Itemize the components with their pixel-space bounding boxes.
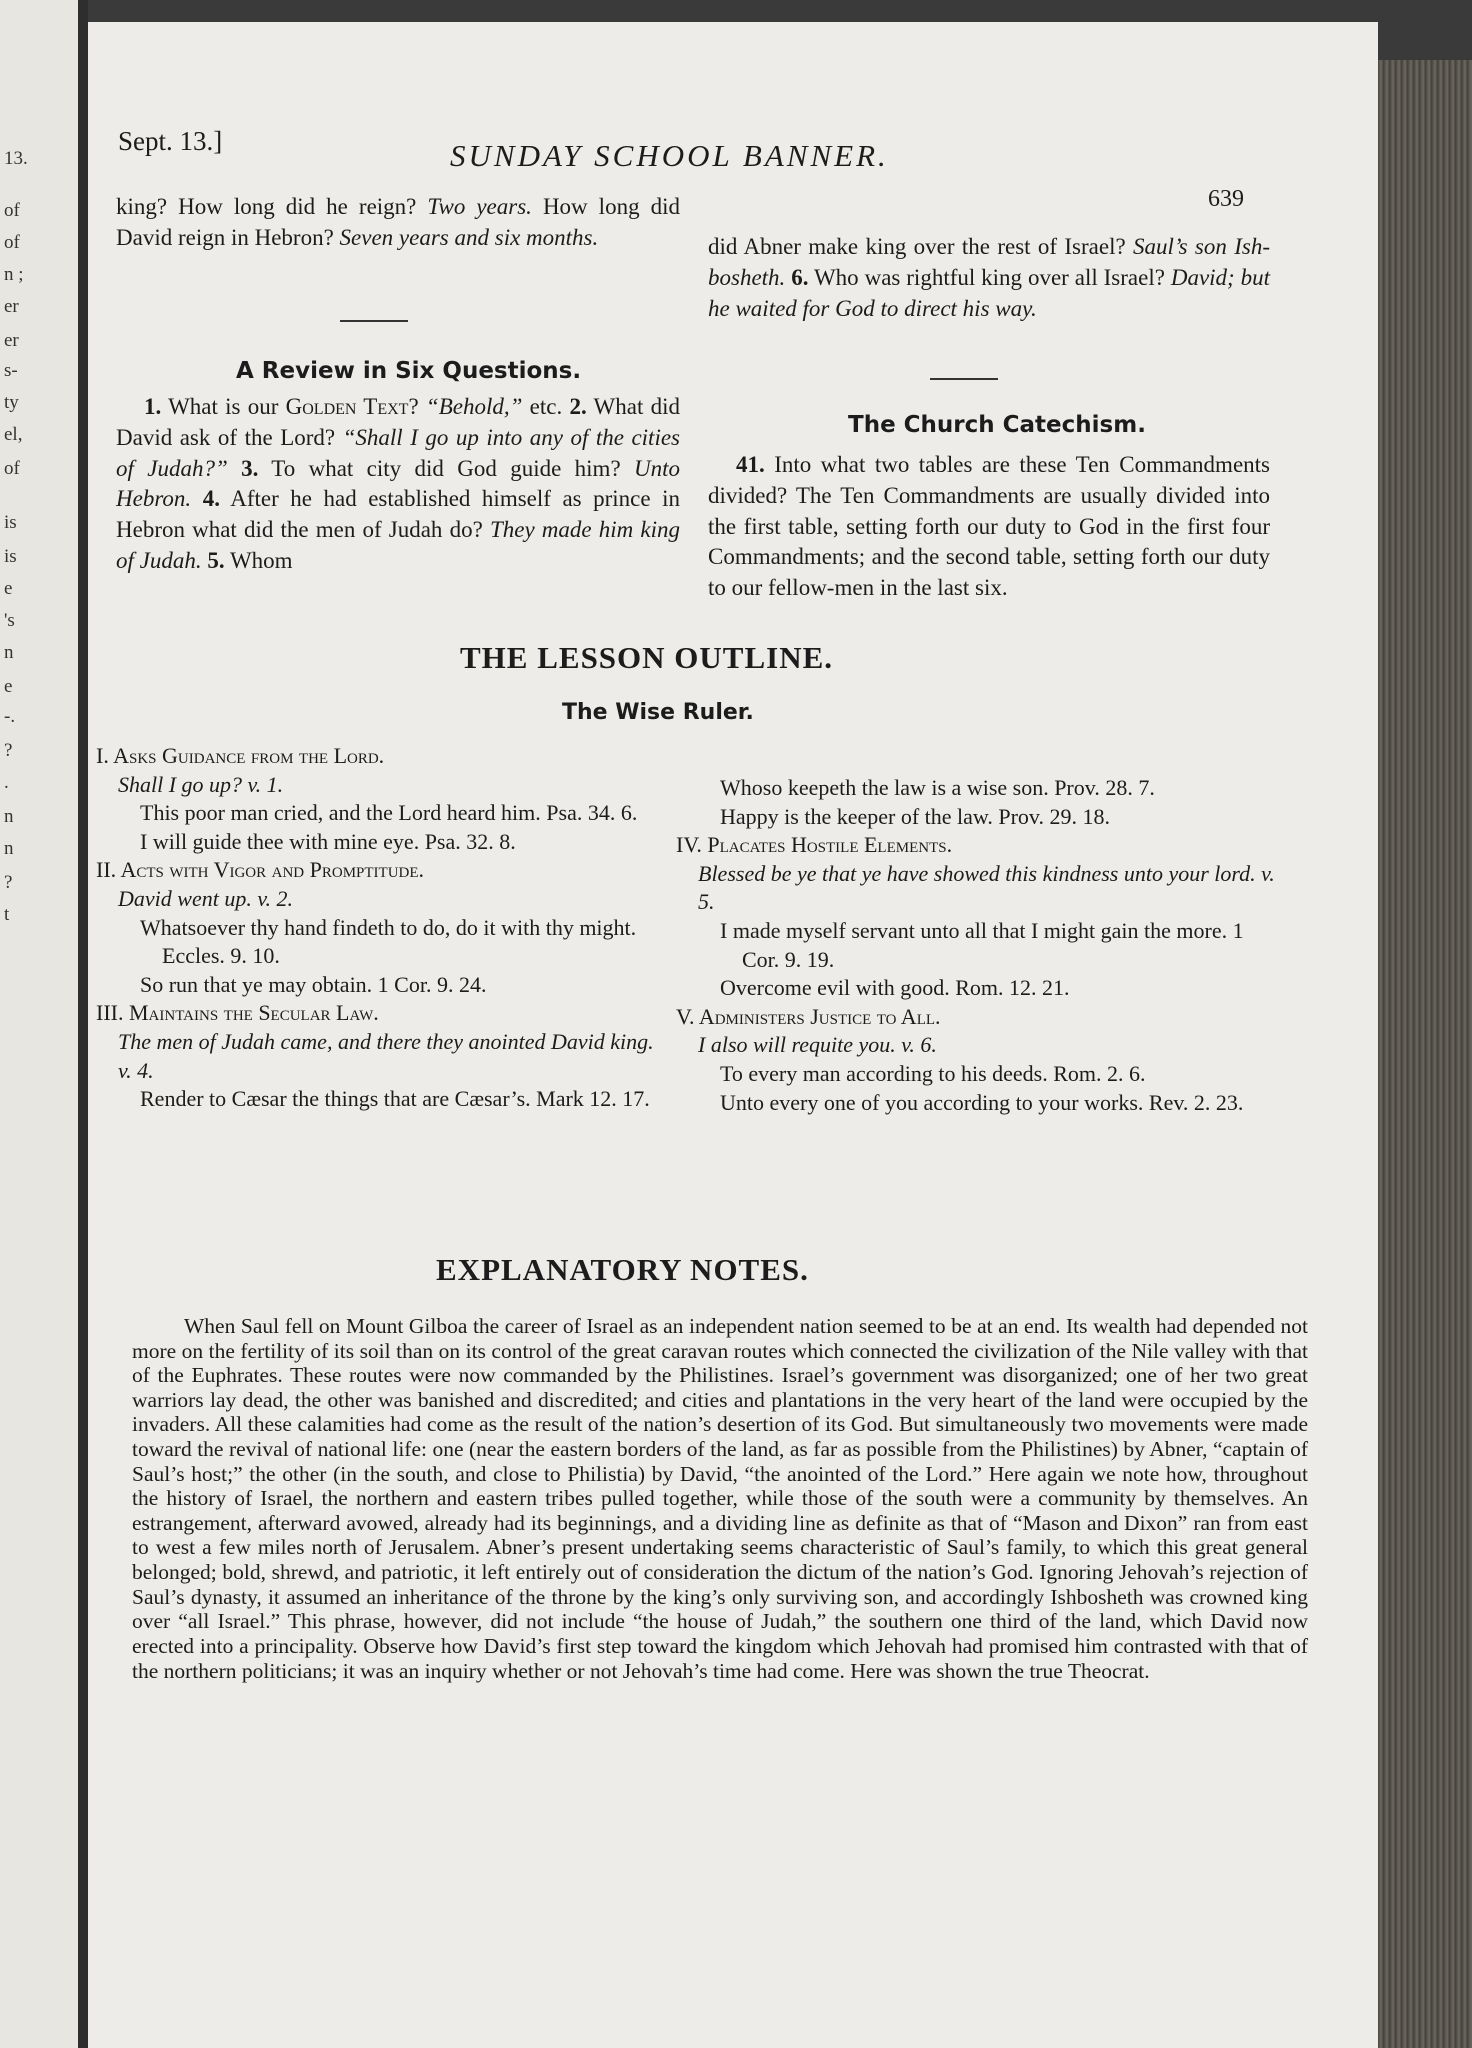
outline-heading: V. Administers Justice to All. — [676, 1003, 941, 1029]
outline-reference: Overcome evil with good. Rom. 12. 21. — [720, 975, 1070, 1001]
text-run: “Behold,” — [425, 394, 523, 419]
catechism-text — [708, 450, 1270, 604]
text-run: Unto Hebron. — [116, 455, 681, 512]
text-run — [191, 486, 203, 511]
catechism — [708, 450, 1270, 604]
top-left-column — [116, 192, 680, 254]
left-page-fragment: el, — [4, 424, 23, 445]
left-page-fragment: n — [4, 806, 14, 827]
left-page-fragment: e — [4, 676, 13, 697]
text-run: What did David ask of the Lord? — [116, 394, 680, 450]
text-run: king? How long did he reign? — [116, 194, 428, 219]
page — [88, 22, 1378, 2048]
left-page-fragment: . — [4, 772, 9, 793]
text-run: did Abner make king over the rest of Israel? — [708, 234, 1134, 259]
text-run — [228, 456, 241, 481]
left-page-fragment: ? — [4, 740, 13, 761]
text-run: 4. — [202, 486, 220, 512]
text-run: Seven years and six months. — [339, 224, 599, 250]
left-page-fragment: 13. — [4, 148, 28, 169]
outline-reference: So run that ye may obtain. 1 Cor. 9. 24. — [140, 971, 487, 997]
outline-right-column — [676, 774, 1276, 1117]
outline-reference: This poor man cried, and the Lord heard him. Psa. 34. 6. — [140, 800, 638, 826]
text-run: 5. — [207, 548, 225, 574]
text-run: 2. — [569, 394, 587, 419]
header-title: SUNDAY SCHOOL BANNER. — [450, 138, 889, 173]
text-run: Who was rightful king over all Israel? — [808, 264, 1171, 290]
text-run: ? — [408, 394, 426, 419]
page-number: 639 — [1208, 186, 1244, 212]
text-run: Saul’s son Ish-bosheth. — [708, 234, 1270, 290]
divider — [340, 320, 408, 322]
text-run: 41. — [736, 452, 765, 477]
left-page-fragment: n ; — [4, 264, 24, 285]
text-run: They made him king of Judah. — [116, 517, 680, 574]
divider — [930, 378, 998, 380]
left-page-fragment: ? — [4, 872, 13, 893]
notes-paragraph: When Saul fell on Mount Gilboa the career of Israel as an independent nation seemed to be at an end. Its wealth had depended not more on the fertility of its soil than on its control of the great caravan routes which connected the civilization of the Nile valley with that of the Euphrates. These routes were now commanded by the Philistines. Israel’s government was disorganized; one of her two great warriors lay dead, the other was banished and discredited; and cities and plantations in the very heart of the land were occupied by the invaders. All these calamities had come as the result of the nation’s desertion of its God. But simultaneously two movements were made toward the revival of national life: one (near the eastern borders of the land, as far as possible from the Philistines) by Abner, “captain of Saul’s host;” the other (in the south, and close to Philistia) by David, “the anointed of the Lord.” Here again we note how, throughout the history of Israel, the northern and eastern tribes pulled together, while those of the south were a community by themselves. An estrangement, afterward avowed, already had its beginnings, and a dividing line as definite as that of “Mason and Dixon” ran from east to west a few miles north of Jerusalem. Abner’s present undertaking seems characteristic of Saul’s family, to which this great general belonged; bold, shrewd, and patriotic, it left entirely out of consideration the dictum of the nation’s God. Ignoring Jehovah’s rejection of Saul’s dynasty, it assumed an inheritance of the throne by the king’s only surviving son, and accordingly Ishbosheth was crowned king over “all Israel.” This phrase, however, did not include “the house of Judah,” the southern one third of the land, which David now erected into a principality. Observe how David’s first step toward the kingdom which Jehovah had promised him contrasted with that of the northern politicians; it was an inquiry whether or not Jehovah’s time had come. Here was shown the true Theocrat. — [132, 1314, 1308, 1683]
left-page-fragment: ty — [4, 392, 19, 413]
text-run: Into what two tables are these Ten Commandments divided? The Ten Commandments are usually divided into the first table, setting forth our duty to God in the first four Commandments; and the second table, setting forth our duty to our fellow-men in the last six. — [708, 452, 1270, 601]
continuation-text — [708, 232, 1270, 324]
outline-reference: Whatsoever thy hand findeth to do, do it with thy might. Eccles. 9. 10. — [140, 914, 637, 969]
outline-reference: Happy is the keeper of the law. Prov. 29. 18. — [720, 803, 1110, 829]
left-page-fragment: s- — [4, 360, 18, 381]
outline-heading: II. Acts with Vigor and Promptitude. — [96, 857, 425, 883]
text-run: To what city did God guide him? — [258, 455, 635, 481]
outline-reference: Unto every one of you according to your works. Rev. 2. 23. — [720, 1089, 1244, 1115]
text-run: After he had established himself as prince in Hebron what did the men of Judah do? — [116, 486, 680, 543]
page-stack-edge — [1378, 60, 1472, 2048]
outline-reference: Whoso keepeth the law is a wise son. Prov. 28. 7. — [720, 775, 1155, 800]
left-page-fragment: n — [4, 838, 14, 859]
left-page-fragment: of — [4, 232, 20, 253]
left-page-fragment: of — [4, 200, 20, 221]
text-run: 6. — [791, 264, 809, 290]
review-questions — [116, 392, 680, 577]
left-page-fragment: is — [4, 512, 17, 533]
outline-heading: I. Asks Guidance from the Lord. — [96, 743, 385, 768]
header-date: Sept. 13.] — [118, 126, 223, 156]
left-page-fragment: er — [4, 330, 19, 351]
text-run: Golden Text — [285, 394, 409, 419]
outline-text: The men of Judah came, and there they anointed David king. v. 4. — [118, 1028, 654, 1083]
text-run: Two years. — [427, 194, 532, 219]
review-text — [116, 392, 680, 577]
top-right-column — [708, 232, 1270, 324]
text-run: What is our — [161, 394, 286, 419]
lesson-outline-subheading: The Wise Ruler. — [562, 700, 754, 725]
text-run: 3. — [241, 455, 259, 481]
text-run: “Shall I go up into any of the cities of Judah?” — [116, 424, 680, 481]
left-page-fragment: of — [4, 458, 20, 479]
text-run: 1. — [144, 394, 162, 419]
outline-text: Shall I go up? v. 1. — [118, 771, 284, 797]
left-page-fragment: is — [4, 546, 17, 567]
outline-reference: I will guide thee with mine eye. Psa. 32. 8. — [140, 828, 516, 854]
outline-reference: I made myself servant unto all that I might gain the more. 1 Cor. 9. 19. — [720, 917, 1244, 972]
text-run: etc. — [522, 394, 570, 419]
outline-text: David went up. v. 2. — [118, 885, 293, 911]
explanatory-notes-body — [132, 1314, 1308, 1683]
catechism-heading: The Church Catechism. — [848, 412, 1146, 438]
book-gutter — [78, 0, 88, 2048]
outline-text: Blessed be ye that ye have showed this kindness unto your lord. v. 5. — [698, 860, 1275, 915]
outline-left-column — [96, 742, 656, 1114]
left-page-fragment: n — [4, 642, 14, 663]
explanatory-notes-heading: EXPLANATORY NOTES. — [436, 1252, 809, 1287]
outline-reference: To every man according to his deeds. Rom. 2. 6. — [720, 1060, 1146, 1086]
left-page-fragment: -. — [4, 706, 16, 727]
outline-reference: Render to Cæsar the things that are Cæsar’s. Mark 12. 17. — [140, 1086, 650, 1112]
left-page-fragment: t — [4, 904, 10, 925]
left-page-fragment: e — [4, 578, 13, 599]
left-page-edge — [0, 0, 78, 2048]
left-page-fragment: 's — [4, 610, 15, 631]
outline-text: I also will requite you. v. 6. — [698, 1032, 937, 1058]
text-run: How long did David reign in Hebron? — [116, 194, 680, 250]
continuation-text — [116, 192, 680, 254]
left-page-fragment: er — [4, 296, 19, 317]
outline-heading: IV. Placates Hostile Elements. — [676, 832, 953, 858]
review-heading: A Review in Six Questions. — [236, 358, 582, 384]
text-run: Whom — [224, 548, 293, 574]
lesson-outline-heading: THE LESSON OUTLINE. — [460, 640, 834, 675]
text-run: David; but he waited for God to direct his way. — [708, 264, 1271, 321]
outline-heading: III. Maintains the Secular Law. — [96, 1000, 379, 1026]
